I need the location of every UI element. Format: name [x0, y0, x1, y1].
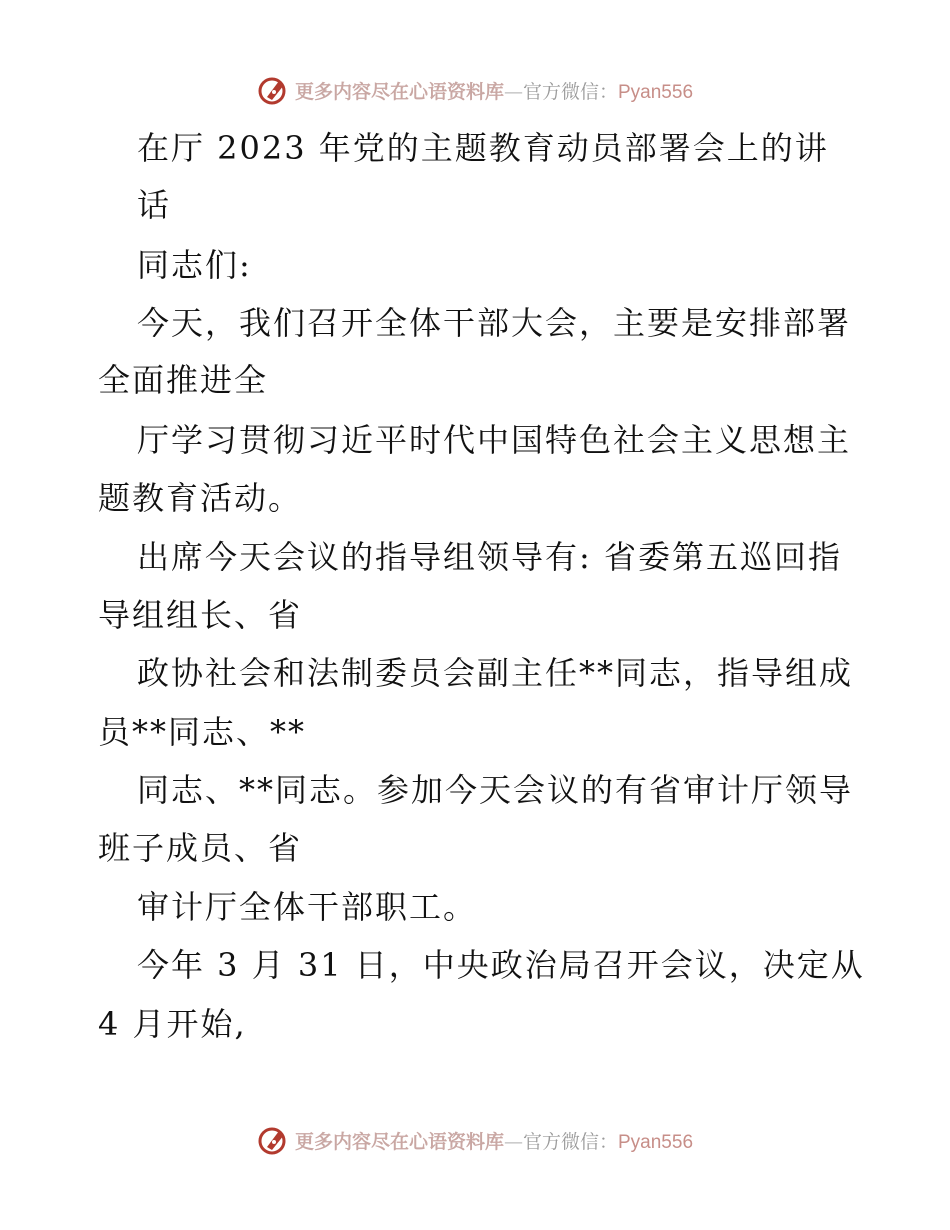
watermark-dash: — — [503, 80, 523, 103]
watermark-text — [295, 77, 693, 104]
paragraph-line: 员**同志、** — [98, 713, 307, 751]
paragraph-line: 出席今天会议的指导组领导有: 省委第五巡回指 — [137, 538, 842, 576]
watermark-wechat-id: Pyan556 — [618, 1131, 694, 1153]
paragraph-line: 今天，我们召开全体干部大会，主要是安排部署 — [137, 304, 852, 342]
paragraph-line: 导组组长、省 — [98, 596, 303, 634]
paragraph-line: 题教育活动。 — [98, 479, 303, 517]
paragraph-line: 政协社会和法制委员会副主任**同志，指导组成 — [137, 654, 854, 692]
watermark-header — [0, 70, 950, 110]
watermark-site: 更多内容尽在心语资料库 — [294, 1130, 504, 1153]
watermark-site: 更多内容尽在心语资料库 — [294, 80, 504, 103]
salutation: 同志们: — [137, 246, 252, 284]
title-line-1: 在厅 2023 年党的主题教育动员部署会上的讲 — [137, 129, 829, 167]
paragraph-line: 同志、**同志。参加今天会议的有省审计厅领导 — [137, 771, 854, 809]
paragraph-line: 厅学习贯彻习近平时代中国特色社会主义思想主 — [137, 421, 852, 459]
paragraph-line: 今年 3 月 31 日，中央政治局召开会议，决定从 — [137, 946, 865, 984]
watermark-dash: — — [503, 1130, 523, 1153]
pen-nib-circle-icon — [257, 1123, 291, 1157]
watermark-wechat-label: 官方微信： — [522, 1130, 618, 1153]
paragraph-line: 4 月开始, — [98, 1005, 247, 1043]
title-line-2: 话 — [137, 186, 172, 224]
watermark-text — [295, 1127, 693, 1154]
watermark-wechat-label: 官方微信： — [522, 80, 618, 103]
watermark-footer — [0, 1120, 950, 1160]
paragraph-line: 全面推进全 — [98, 361, 269, 399]
pen-nib-circle-icon — [257, 73, 291, 107]
watermark-wechat-id: Pyan556 — [618, 81, 694, 103]
paragraph-line: 班子成员、省 — [98, 829, 303, 867]
paragraph-line: 审计厅全体干部职工。 — [137, 888, 478, 926]
